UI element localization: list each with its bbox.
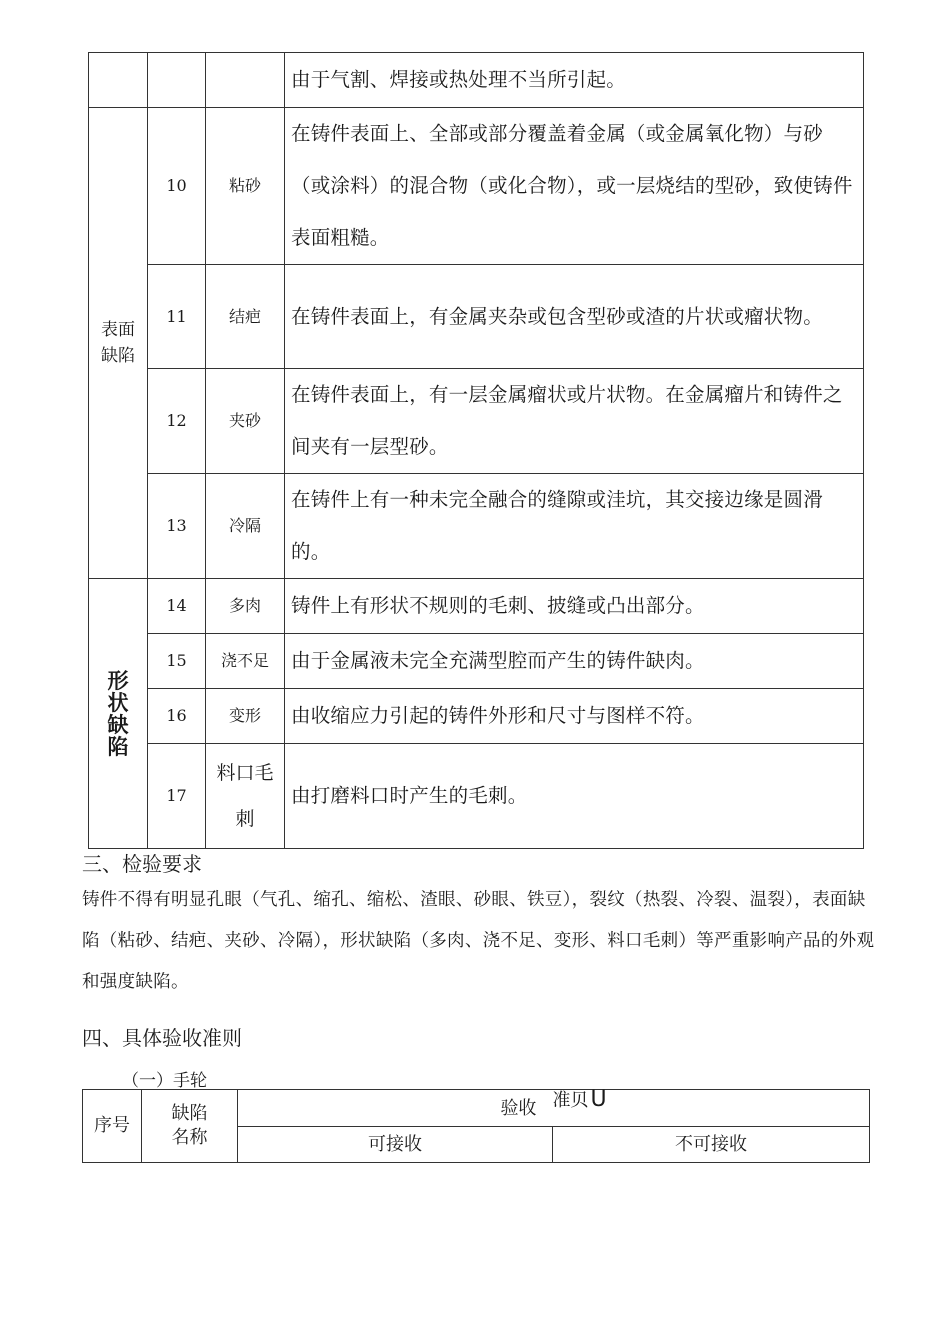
defect-name: 粘砂 [206,108,285,265]
defect-number: 15 [148,634,206,689]
col-header-defect: 缺陷名称 [142,1090,238,1163]
defect-description: 由收缩应力引起的铸件外形和尺寸与图样不符。 [285,689,864,744]
table-row [89,108,864,265]
table-row [89,689,864,744]
defect-name [206,53,285,108]
defect-number: 10 [148,108,206,265]
standard-label-b: 准贝 [552,1089,589,1111]
defect-number: 13 [148,474,206,579]
section3-heading: 三、检验要求 [82,852,202,876]
defect-name: 浇不足 [206,634,285,689]
defect-name: 料口毛刺 [206,744,285,849]
standard-label-c: U [590,1086,607,1112]
col-header-acceptable: 可接收 [238,1127,553,1163]
defect-name: 结疤 [206,265,285,369]
table-row [89,634,864,689]
table-row [89,474,864,579]
section4-subheading: （一）手轮 [122,1071,207,1091]
table-row [89,744,864,849]
defect-description: 在铸件表面上，有金属夹杂或包含型砂或渣的片状或瘤状物。 [285,265,864,369]
defect-name: 冷隔 [206,474,285,579]
defect-description: 在铸件表面上，有一层金属瘤状或片状物。在金属瘤片和铸件之间夹有一层型砂。 [285,369,864,474]
table-row [89,53,864,108]
category-cell [89,53,148,108]
defect-number: 14 [148,579,206,634]
defect-description: 由于金属液未完全充满型腔而产生的铸件缺肉。 [285,634,864,689]
defect-number: 16 [148,689,206,744]
defect-name: 夹砂 [206,369,285,474]
table-row [89,265,864,369]
table-header-row [83,1090,870,1127]
defect-description: 由于气割、焊接或热处理不当所引起。 [285,53,864,108]
defect-name: 变形 [206,689,285,744]
standard-label-a: 验收 [500,1097,537,1119]
defect-description: 在铸件表面上、全部或部分覆盖着金属（或金属氧化物）与砂（或涂料）的混合物（或化合物），或一层烧结的型砂，致使铸件表面粗糙。 [285,108,864,265]
defect-description: 在铸件上有一种未完全融合的缝隙或洼坑，其交接边缘是圆滑的。 [285,474,864,579]
defect-table [88,52,864,849]
defect-description: 由打磨料口时产生的毛刺。 [285,744,864,849]
defect-number: 12 [148,369,206,474]
table-row [89,369,864,474]
col-header-unacceptable: 不可接收 [553,1127,870,1163]
surface-defect-category: 表面缺陷 [89,108,148,579]
defect-number: 17 [148,744,206,849]
defect-name: 多肉 [206,579,285,634]
section4-heading: 四、具体验收准则 [82,1026,242,1050]
defect-description: 铸件上有形状不规则的毛刺、披缝或凸出部分。 [285,579,864,634]
acceptance-table [82,1086,870,1163]
section3-paragraph: 铸件不得有明显孔眼（气孔、缩孔、缩松、渣眼、砂眼、铁豆），裂纹（热裂、冷裂、温裂），表面缺陷（粘砂、结疤、夹砂、冷隔），形状缺陷（多肉、浇不足、变形、料口毛刺）等严重影响产品的外观和强度缺陷。 [82,890,875,992]
defect-number: 11 [148,265,206,369]
col-header-standard [238,1086,870,1127]
defect-number [148,53,206,108]
shape-defect-category: 形状缺陷 [89,579,148,849]
col-header-number: 序号 [83,1090,142,1163]
table-row [89,579,864,634]
